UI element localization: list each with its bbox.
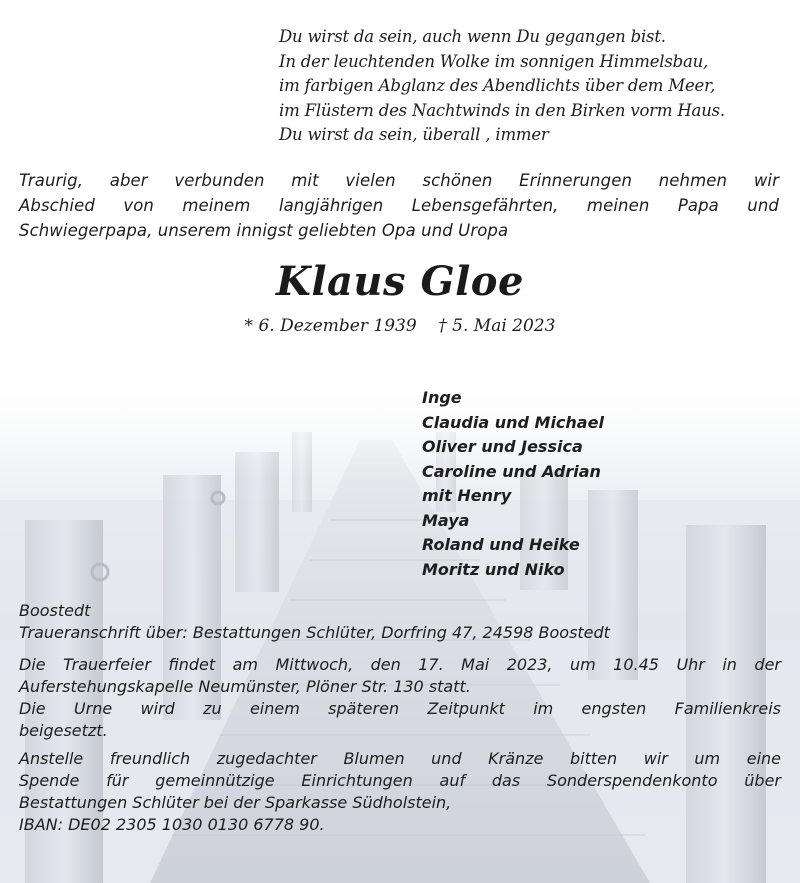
mourners-list <box>422 386 752 582</box>
intro-line: Abschied von meinem langjährigen Lebensgefährten, meinen Papa und <box>19 196 779 215</box>
mourner: Inge <box>422 388 462 407</box>
address-line: Traueranschrift über: Bestattungen Schlüter, Dorfring 47, 24598 Boostedt <box>19 623 610 642</box>
address-place: Boostedt <box>19 601 91 620</box>
poem-line: im Flüstern des Nachtwinds in den Birken vorm Haus. <box>279 100 725 120</box>
mourner: Roland und Heike <box>422 535 580 554</box>
iban-line: IBAN: DE02 2305 1030 0130 6778 90. <box>19 815 325 834</box>
donation-line: Bestattungen Schlüter bei der Sparkasse Südholstein, <box>19 793 452 812</box>
urn-line: Die Urne wird zu einem späteren Zeitpunkt im engsten Familienkreis <box>19 699 781 718</box>
deceased-name: Klaus Gloe <box>276 258 524 305</box>
ceremony-line: Die Trauerfeier findet am Mittwoch, den 17. Mai 2023, um 10.45 Uhr in der <box>19 655 781 674</box>
poem-line: Du wirst da sein, auch wenn Du gegangen bist. <box>279 27 666 46</box>
mourner: mit Henry <box>422 486 512 505</box>
mourner: Claudia und Michael <box>422 412 604 432</box>
donation-line: Spende für gemeinnützige Einrichtungen auf das Sonderspendenkonto über <box>19 771 781 790</box>
intro-paragraph <box>19 168 779 243</box>
intro-line: Traurig, aber verbunden mit vielen schönen Erinnerungen nehmen wir <box>19 171 779 190</box>
poem <box>279 25 789 148</box>
urn-line: beigesetzt. <box>19 721 108 740</box>
mourner: Maya <box>422 510 470 530</box>
poem-line: Du wirst da sein, überall , immer <box>279 125 549 144</box>
mourner: Oliver und Jessica <box>422 437 583 456</box>
poem-line: im farbigen Abglanz des Abendlichts über dem Meer, <box>279 76 716 95</box>
life-dates: * 6. Dezember 1939 † 5. Mai 2023 <box>244 316 556 336</box>
notice-details <box>19 600 781 836</box>
poem-line: In der leuchtenden Wolke im sonnigen Himmelsbau, <box>279 51 709 71</box>
mourner: Moritz und Niko <box>422 559 565 579</box>
ceremony-line: Auferstehungskapelle Neumünster, Plöner Str. 130 statt. <box>19 677 471 696</box>
mourner: Caroline und Adrian <box>422 461 601 481</box>
intro-line: Schwiegerpapa, unserem innigst geliebten Opa und Uropa <box>19 221 509 240</box>
donation-line: Anstelle freundlich zugedachter Blumen und Kränze bitten wir um eine <box>19 749 781 768</box>
